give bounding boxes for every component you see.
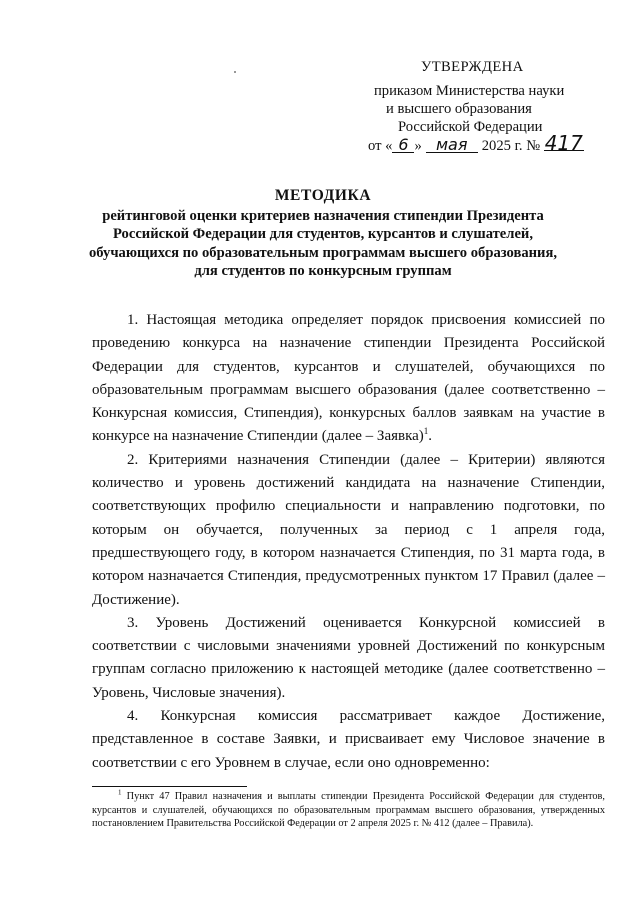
paragraph-2: 2. Критериями назначения Стипендии (далее – Критерии) являются количество и уровень достижений кандидата на назначение Стипендии, соответствующих профилю специальности и направлению подготовки, по которым он обучается, полученных за период с 1 апреля года, предшествующего году, в котором назначается Стипендия, по 31 марта года, в котором назначается Стипендия, предусмотренных пунктом 17 Правил (далее – Достижение). [92, 451, 605, 608]
title-line-3: обучающихся по образовательным программам высшего образования, [88, 244, 557, 261]
approval-line-1: приказом Министерства науки [374, 83, 565, 99]
date-year: 2025 г. № [481, 138, 541, 154]
title-line-1: рейтинговой оценки критериев назначения стипендии Президента [102, 207, 544, 224]
approval-heading: УТВЕРЖДЕНА [421, 59, 524, 75]
paragraph-1 [92, 309, 605, 449]
scan-speck [234, 71, 236, 73]
footnote-separator [92, 786, 247, 787]
title-main: МЕТОДИКА [274, 187, 372, 204]
document-title [40, 187, 606, 281]
footnote-marker: 1 [118, 788, 122, 797]
paragraph-3: 3. Уровень Достижений оценивается Конкурсной комиссией в соответствии с числовыми значениями уровней Достижений по конкурсным группам согласно приложению к настоящей методике (далее соответственно – Уровень, Числовые значения). [92, 614, 605, 701]
date-mid: » [414, 138, 422, 154]
date-prefix: от « [368, 138, 393, 154]
order-number-handwritten: 417 [544, 131, 583, 155]
footnote [92, 790, 605, 831]
paragraph-1-end: . [428, 428, 433, 445]
paragraph-1-text: 1. Настоящая методика определяет порядок присвоения комиссией по проведению конкурса на назначение стипендии Президента Российской Федерации для студентов, курсантов и слушателей, обучающихся по образовательным программам высшего образования (далее соответственно – Конкурсная комиссия, Стипендия), конкурсных баллов заявкам на участие в конкурсе на назначение Стипендии (далее – Заявка) [92, 312, 605, 445]
footnote-reference: 1 [423, 426, 429, 437]
document-body [92, 309, 605, 775]
approval-date-line [368, 131, 584, 156]
footnote-paragraph [92, 790, 605, 831]
approval-line-2: и высшего образования [386, 101, 532, 117]
date-day-handwritten: 6 [392, 138, 414, 153]
footnote-text: Пункт 47 Правил назначения и выплаты стипендии Президента Российской Федерации для студентов, курсантов и слушателей, обучающихся по образовательным программам высшего образования, утвержденных постановлением Правительства Российской Федерации от 2 апреля 2025 г. № 412 (далее – Правила). [92, 791, 605, 829]
date-month-handwritten: мая [426, 138, 478, 153]
approval-line-3: Российской Федерации [398, 119, 543, 135]
title-line-2: Российской Федерации для студентов, курсантов и слушателей, [113, 226, 533, 242]
title-line-4: для студентов по конкурсным группам [194, 263, 452, 279]
paragraph-4: 4. Конкурсная комиссия рассматривает каждое Достижение, представленное в составе Заявки, и присваивает ему Числовое значение в соответствии с его Уровнем в случае, если оно одновременно: [92, 708, 605, 771]
